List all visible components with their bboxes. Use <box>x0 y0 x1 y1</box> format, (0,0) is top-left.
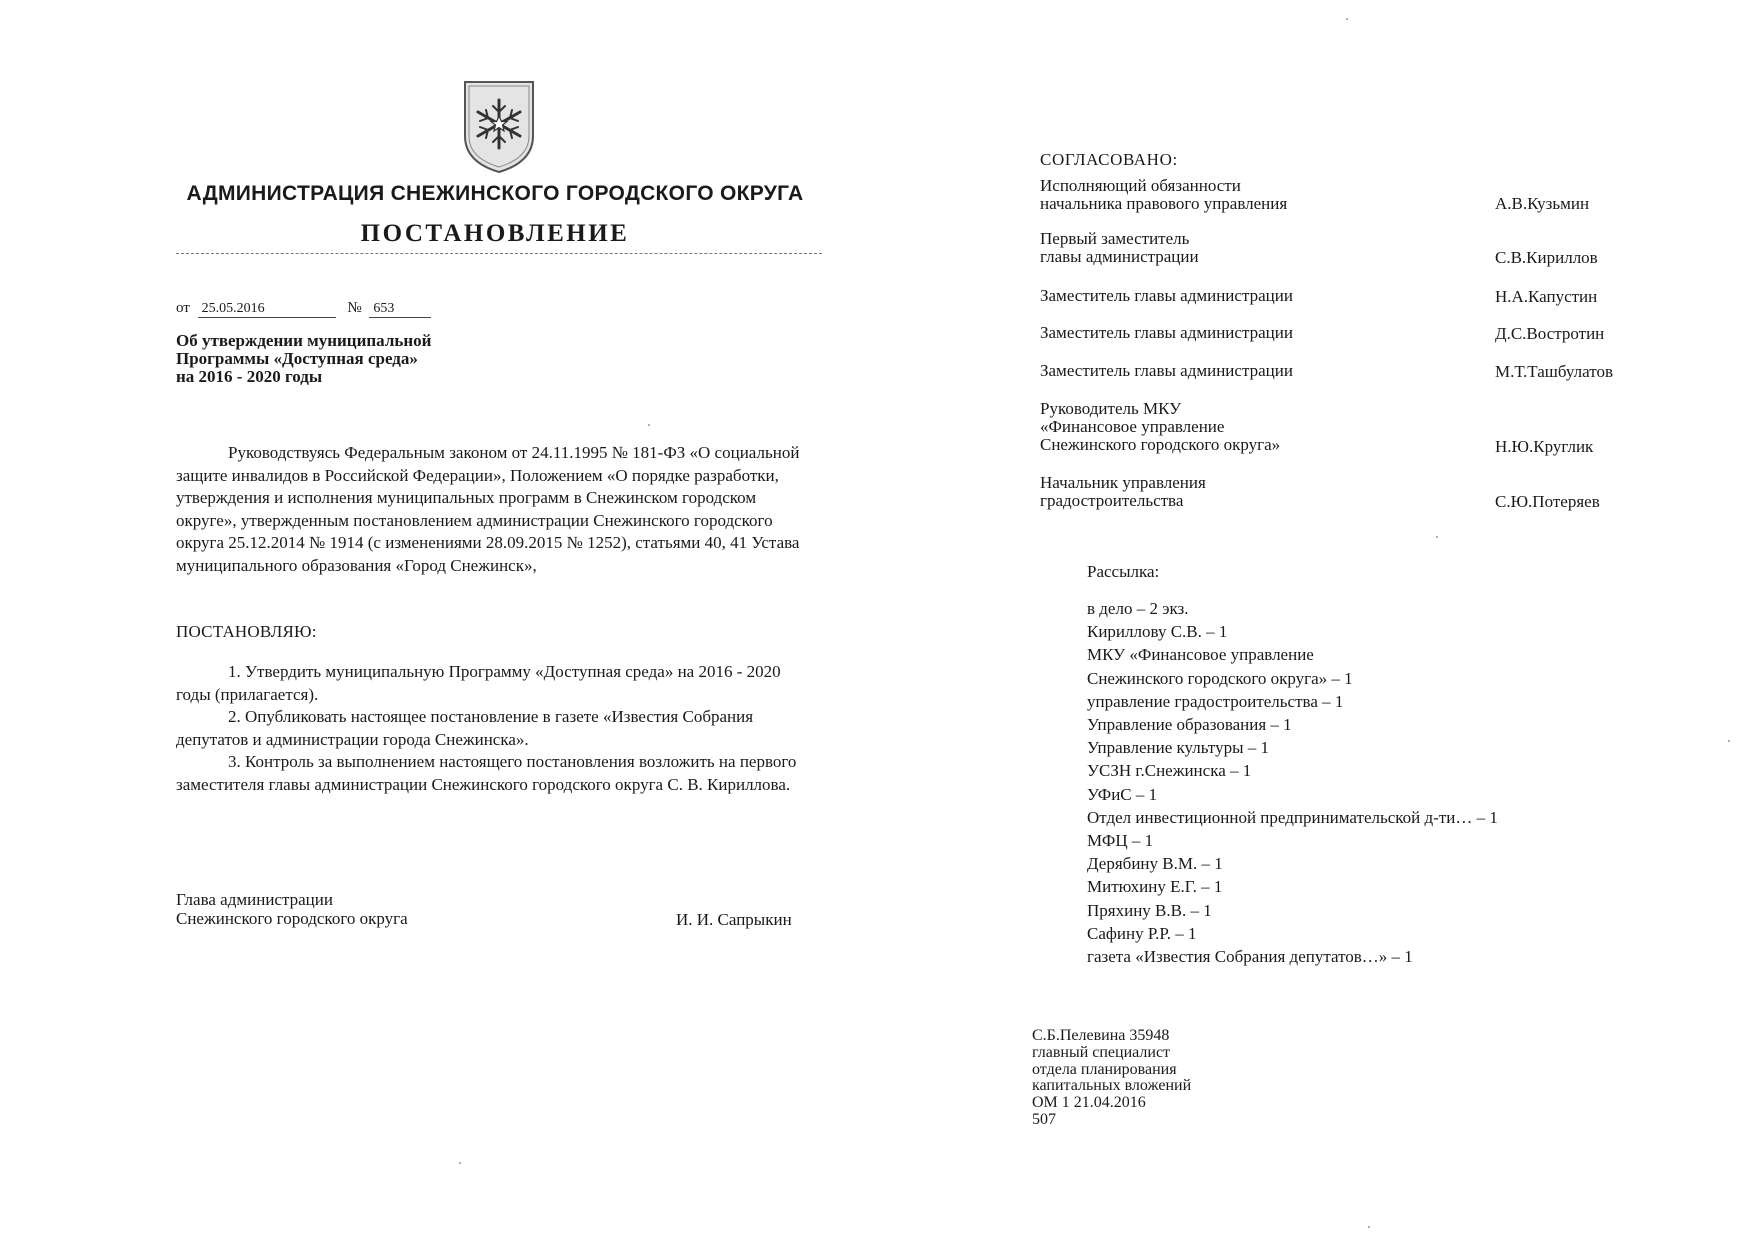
approval-name: А.В.Кузьмин <box>1495 194 1590 213</box>
mailing-item: Пряхину В.В. – 1 <box>1087 900 1212 920</box>
header-divider <box>176 253 822 254</box>
number-label: № <box>347 300 362 316</box>
subject-line: Программы «Доступная среда» <box>176 349 418 368</box>
mailing-item: Отдел инвестиционной предпринимательской д-ти… – 1 <box>1087 807 1498 827</box>
approval-name: Н.А.Капустин <box>1495 287 1598 306</box>
resolution-item: 2. Опубликовать настоящее постановление в газете «Известия Собрания депутатов и администрации города Снежинска». <box>176 707 754 749</box>
scan-speck <box>459 1162 461 1164</box>
mailing-list <box>1087 597 1647 968</box>
executor-line: ОМ 1 21.04.2016 <box>1032 1094 1146 1112</box>
mailing-item: МФЦ – 1 <box>1087 831 1154 851</box>
intro-paragraph: Руководствуясь Федеральным законом от 24.11.1995 № 181-ФЗ «О социальной защите инвалидов в Российской Федерации», Положением «О порядке разработки, утверждения и исполнения муниципальных программ в Снежинском городском округе», утвержденным постановлением администрации Снежинского городского округа 25.12.2014 № 1914 (с изменениями 28.09.2015 № 1252), статьями 40, 41 Устава муниципального образования «Город Снежинск», <box>176 443 800 575</box>
approval-position-line: Снежинского городского округа» <box>1040 435 1281 454</box>
resolution-item: 1. Утвердить муниципальную Программу «Доступная среда» на 2016 - 2020 годы (прилагается). <box>176 662 781 704</box>
scan-speck <box>1728 740 1730 742</box>
signatory-position-line: Снежинского городского округа <box>176 909 408 928</box>
approval-position-line: начальника правового управления <box>1040 194 1288 213</box>
approval-name: Д.С.Востротин <box>1495 324 1605 343</box>
approval-position <box>1040 230 1460 266</box>
mailing-item: Снежинского городского округа» – 1 <box>1087 668 1353 688</box>
approval-row <box>1040 324 1660 346</box>
resolution-item: 3. Контроль за выполнением настоящего постановления возложить на первого заместителя главы администрации Снежинского городского округа С. В. Кириллова. <box>176 752 797 794</box>
approval-position <box>1040 287 1460 305</box>
mailing-item: УСЗН г.Снежинска – 1 <box>1087 761 1252 781</box>
scan-speck <box>648 424 650 426</box>
approval-position-line: «Финансовое управление <box>1040 417 1225 436</box>
document-date-number <box>176 300 439 318</box>
signatory-position-line: Глава администрации <box>176 890 333 909</box>
mailing-item: УФиС – 1 <box>1087 784 1158 804</box>
mailing-item: в дело – 2 экз. <box>1087 599 1189 618</box>
mailing-item: Дерябину В.М. – 1 <box>1087 854 1223 874</box>
approval-position-line: Руководитель МКУ <box>1040 399 1182 418</box>
mailing-item: Кириллову С.В. – 1 <box>1087 622 1228 642</box>
resolution-items <box>176 661 816 797</box>
approval-position <box>1040 177 1460 213</box>
scan-speck <box>1436 536 1438 538</box>
scan-speck <box>1368 1226 1370 1228</box>
approval-position <box>1040 474 1460 510</box>
document-subject <box>176 332 576 386</box>
subject-line: на 2016 - 2020 годы <box>176 367 323 386</box>
approval-row <box>1040 474 1660 514</box>
mailing-item: Сафину Р.Р. – 1 <box>1087 923 1197 943</box>
approval-position-line: градостроительства <box>1040 491 1184 510</box>
executor-info <box>1032 1028 1191 1129</box>
approval-position-line: Исполняющий обязанности <box>1040 176 1241 195</box>
approval-row <box>1040 177 1660 217</box>
snowflake-coat-of-arms-icon <box>459 78 539 174</box>
mailing-item: Митюхину Е.Г. – 1 <box>1087 877 1223 897</box>
document-number: 653 <box>369 301 431 318</box>
approval-row <box>1040 362 1660 384</box>
approval-position-line: Заместитель главы администрации <box>1040 286 1293 305</box>
executor-line: отдела планирования <box>1032 1060 1177 1078</box>
mailing-item: газета «Известия Собрания депутатов…» – 1 <box>1087 947 1413 967</box>
mailing-heading: Рассылка: <box>1087 562 1160 581</box>
mailing-item: управление градостроительства – 1 <box>1087 691 1344 711</box>
executor-line: 507 <box>1032 1110 1056 1128</box>
mailing-item: Управление культуры – 1 <box>1087 738 1269 758</box>
executor-line: капитальных вложений <box>1032 1077 1192 1095</box>
approval-position-line: Первый заместитель <box>1040 229 1190 248</box>
executor-line: главный специалист <box>1032 1043 1171 1061</box>
approval-row <box>1040 287 1660 309</box>
signatory-name: И. И. Сапрыкин <box>676 910 792 929</box>
date-label: от <box>176 300 190 316</box>
approval-name: С.Ю.Потеряев <box>1495 492 1600 511</box>
resolve-heading: ПОСТАНОВЛЯЮ: <box>176 622 317 641</box>
approval-position-line: главы администрации <box>1040 247 1199 266</box>
approval-name: Н.Ю.Круглик <box>1495 437 1594 456</box>
document-type-title: ПОСТАНОВЛЕНИЕ <box>360 220 630 247</box>
mailing-item: МКУ «Финансовое управление <box>1087 645 1314 665</box>
approval-row <box>1040 400 1660 456</box>
approval-name: С.В.Кириллов <box>1495 248 1598 267</box>
subject-line: Об утверждении муниципальной <box>176 331 432 350</box>
signatory-position <box>176 890 408 928</box>
approval-position <box>1040 400 1460 454</box>
scan-speck <box>1346 18 1348 20</box>
document-date: 25.05.2016 <box>198 301 336 318</box>
approval-position-line: Заместитель главы администрации <box>1040 361 1293 380</box>
executor-line: С.Б.Пелевина 35948 <box>1032 1027 1170 1044</box>
mailing-item: Управление образования – 1 <box>1087 715 1292 735</box>
approval-row <box>1040 230 1660 270</box>
organization-title: АДМИНИСТРАЦИЯ СНЕЖИНСКОГО ГОРОДСКОГО ОКРУГА <box>186 182 804 205</box>
approvals-heading: СОГЛАСОВАНО: <box>1040 150 1178 169</box>
approval-position-line: Начальник управления <box>1040 473 1206 492</box>
approval-position <box>1040 324 1460 342</box>
approval-position <box>1040 362 1460 380</box>
approval-name: М.Т.Ташбулатов <box>1495 362 1613 381</box>
approval-position-line: Заместитель главы администрации <box>1040 323 1293 342</box>
